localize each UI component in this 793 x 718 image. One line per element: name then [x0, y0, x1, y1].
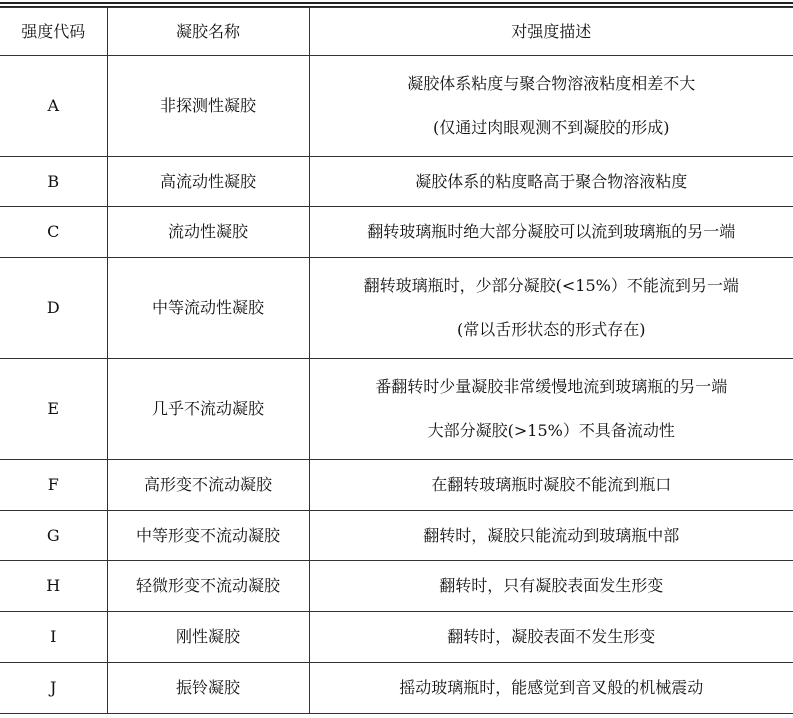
table-row	[0, 207, 793, 258]
header-strength-description: 对强度描述	[309, 8, 793, 56]
gel-name-cell: 轻微形变不流动凝胶	[107, 561, 309, 612]
description-line: 凝胶体系的粘度略高于聚合物溶液粘度	[415, 171, 688, 191]
gel-name-cell: 非探测性凝胶	[107, 56, 309, 157]
description-cell	[309, 207, 793, 258]
strength-code-cell: J	[0, 663, 107, 714]
table-row	[0, 56, 793, 157]
gel-name-cell: 高流动性凝胶	[107, 157, 309, 207]
description-line: 凝胶体系粘度与聚合物溶液粘度相差不大	[407, 74, 696, 93]
table-row	[0, 561, 793, 612]
description-note-line: (常以舌形状态的形式存在)	[457, 320, 646, 339]
gel-name-cell: 刚性凝胶	[107, 612, 309, 663]
description-cell	[309, 359, 793, 460]
table-header-row	[0, 8, 793, 56]
description-line: 翻转玻璃瓶时，少部分凝胶(<15%）不能流到另一端	[363, 276, 739, 295]
strength-code-cell: C	[0, 207, 107, 258]
description-cell	[309, 157, 793, 207]
header-gel-name: 凝胶名称	[107, 8, 309, 56]
gel-name-cell: 流动性凝胶	[107, 207, 309, 258]
description-cell	[309, 612, 793, 663]
strength-code-cell: B	[0, 157, 107, 207]
description-line: 翻转时，凝胶只能流动到玻璃瓶中部	[423, 525, 680, 545]
gel-name-cell: 中等流动性凝胶	[107, 258, 309, 359]
gel-name-cell: 振铃凝胶	[107, 663, 309, 714]
gel-name-cell: 高形变不流动凝胶	[107, 460, 309, 511]
header-strength-code: 强度代码	[0, 8, 107, 56]
description-note-line: (仅通过肉眼观测不到凝胶的形成)	[433, 118, 670, 137]
description-line: 摇动玻璃瓶时，能感觉到音叉般的机械震动	[399, 678, 704, 697]
strength-code-cell: F	[0, 460, 107, 511]
description-cell	[309, 56, 793, 157]
strength-code-cell: H	[0, 561, 107, 612]
table-row	[0, 663, 793, 714]
strength-code-cell: A	[0, 56, 107, 157]
description-note-line: 大部分凝胶(>15%）不具备流动性	[427, 421, 675, 440]
gel-strength-table	[0, 7, 793, 714]
top-rule-thick	[0, 2, 793, 4]
description-line: 翻转时，凝胶表面不发生形变	[447, 627, 656, 646]
description-line: 在翻转玻璃瓶时凝胶不能流到瓶口	[431, 475, 672, 494]
description-line: 翻转玻璃瓶时绝大部分凝胶可以流到玻璃瓶的另一端	[367, 222, 736, 241]
description-line: 翻转时，只有凝胶表面发生形变	[439, 576, 664, 595]
strength-code-cell: E	[0, 359, 107, 460]
table-row	[0, 258, 793, 359]
strength-code-cell: I	[0, 612, 107, 663]
description-cell	[309, 511, 793, 561]
table-row	[0, 460, 793, 511]
description-cell	[309, 258, 793, 359]
table-row	[0, 359, 793, 460]
description-line: 番翻转时少量凝胶非常缓慢地流到玻璃瓶的另一端	[375, 377, 728, 396]
description-cell	[309, 663, 793, 714]
strength-code-cell: G	[0, 511, 107, 561]
table-row	[0, 511, 793, 561]
description-cell	[309, 460, 793, 511]
strength-code-cell: D	[0, 258, 107, 359]
gel-name-cell: 中等形变不流动凝胶	[107, 511, 309, 561]
table-row	[0, 157, 793, 207]
table-row	[0, 612, 793, 663]
gel-name-cell: 几乎不流动凝胶	[107, 359, 309, 460]
description-cell	[309, 561, 793, 612]
